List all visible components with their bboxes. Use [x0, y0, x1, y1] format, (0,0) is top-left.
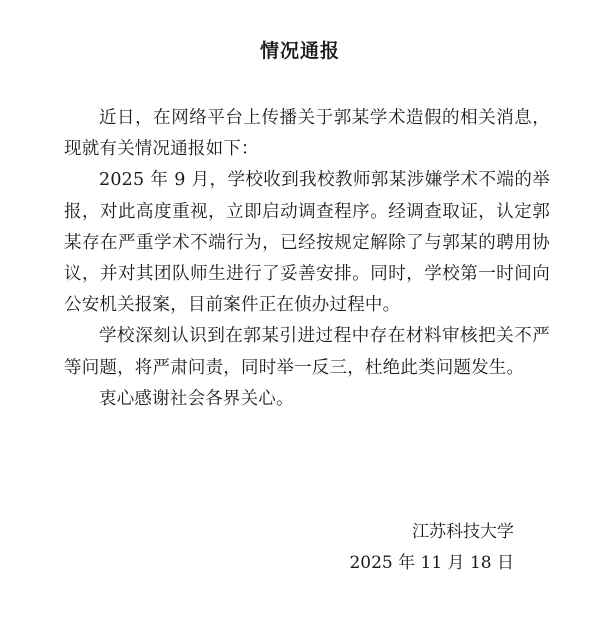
paragraph-thanks: 衷心感谢社会各界关心。 — [99, 388, 294, 409]
signature-date: 2025 年 11 月 18 日 — [349, 553, 514, 573]
paragraph-intro: 近日，在网络平台上传播关于郭某学术造假的相关消息，现就有关情况通报如下： — [64, 108, 550, 160]
paragraph-accountability: 学校深刻认识到在郭某引进过程中存在材料审核把关不严等问题，将严肃问责，同时举一反三，杜绝此类问题发生。 — [64, 326, 550, 378]
notice-title: 情况通报 — [259, 40, 340, 62]
paragraph-investigation: 2025 年 9 月，学校收到我校教师郭某涉嫌学术不端的举报，对此高度重视，立即启动调查程序。经调查取证，认定郭某存在严重学术不端行为，已经按规定解除了与郭某的聘用协议，并对其团队师生进行了妥善安排。同时，学校第一时间向公安机关报案，目前案件正在侦办过程中。 — [64, 170, 550, 316]
notice-body — [64, 103, 550, 415]
signature-institution: 江苏科技大学 — [412, 522, 514, 542]
